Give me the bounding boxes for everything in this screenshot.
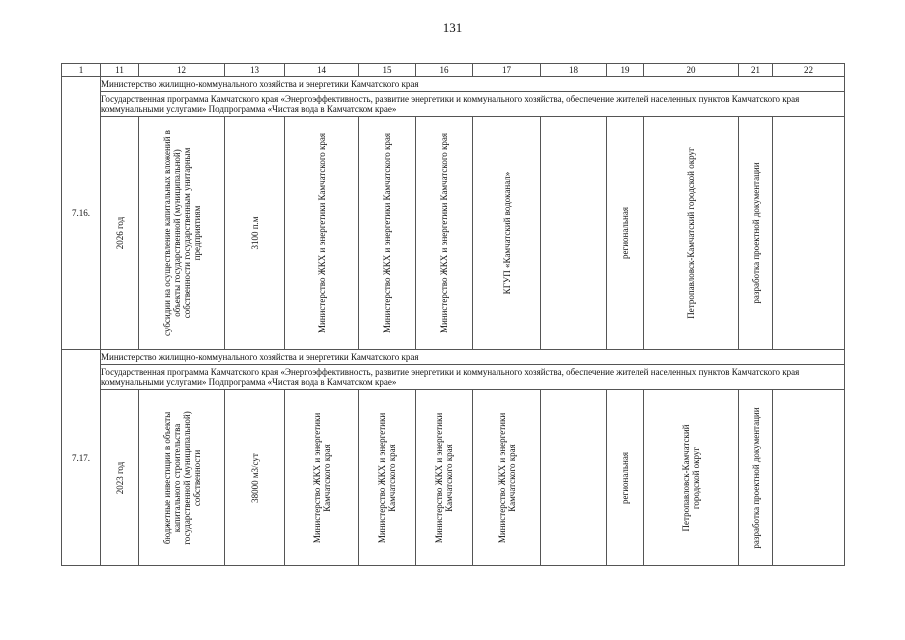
data-cell (359, 390, 416, 566)
cell-text: КГУП «Камчатский водоканал» (501, 171, 512, 295)
ministry-cell: Министерство жилищно-коммунального хозяйства и энергетики Камчатского края (101, 77, 845, 92)
data-cell (139, 390, 225, 566)
table-row (62, 390, 845, 566)
program-cell: Государственная программа Камчатского края «Энергоэффективность, развитие энергетики и коммунального хозяйства, обеспечение жителей населенных пунктов Камчатского края коммунальными услугами» Подпрограмма «Чистая вода в Камчатском крае» (101, 92, 845, 117)
cell-text: Министерство ЖКХ и энергетики Камчатского края (311, 412, 332, 543)
data-cell (607, 117, 644, 350)
cell-text: Петропавловск-Камчатский городской округ (686, 147, 696, 319)
data-cell (644, 117, 739, 350)
cell-text: 3100 п.м (249, 216, 260, 250)
cell-text: субсидии на осуществление капитальных вложений в объекты государственной (муниципальной) собственности государственным унитарным предприятиям (161, 130, 202, 336)
cell-text: Министерство ЖКХ и энергетики Камчатского края (434, 412, 454, 543)
data-cell (739, 390, 773, 566)
data-cell (285, 117, 359, 350)
data-cell (225, 117, 285, 350)
header-cell: 12 (139, 64, 225, 77)
data-cell (644, 390, 739, 566)
cell-text: 38000 м3/сут (249, 452, 260, 503)
data-cell (541, 117, 607, 350)
cell-text: разработка проектной документации (750, 162, 761, 304)
header-cell: 21 (739, 64, 773, 77)
header-cell: 11 (101, 64, 139, 77)
cell-text: разработка проектной документации (750, 406, 761, 549)
data-cell (285, 390, 359, 566)
data-cell (773, 390, 845, 566)
header-cell: 22 (773, 64, 845, 77)
investment-table (61, 63, 845, 566)
cell-text: Министерство ЖКХ и энергетики Камчатского края (439, 132, 449, 334)
table-row (62, 350, 845, 365)
row-number: 7.16. (62, 77, 101, 350)
table-row (62, 77, 845, 92)
cell-text: 2026 год (114, 216, 125, 250)
page-number: 131 (442, 20, 463, 35)
data-cell (607, 390, 644, 566)
data-cell (359, 117, 416, 350)
data-cell (139, 117, 225, 350)
data-cell (739, 117, 773, 350)
ministry-cell: Министерство жилищно-коммунального хозяйства и энергетики Камчатского края (101, 350, 845, 365)
header-cell: 14 (285, 64, 359, 77)
cell-text: Петропавловск-Камчатский городской округ (681, 424, 701, 531)
header-row (62, 64, 845, 77)
header-cell: 20 (644, 64, 739, 77)
data-cell (773, 117, 845, 350)
data-cell (101, 117, 139, 350)
data-cell (101, 390, 139, 566)
cell-text: региональная (620, 451, 630, 504)
cell-text: региональная (620, 207, 630, 259)
cell-text: Министерство ЖКХ и энергетики Камчатского края (382, 132, 392, 334)
cell-text: Министерство ЖКХ и энергетики Камчатского края (316, 132, 327, 334)
row-number: 7.17. (62, 350, 101, 566)
data-cell (416, 117, 473, 350)
data-cell (541, 390, 607, 566)
data-cell (473, 390, 541, 566)
table-row (62, 92, 845, 117)
table-row (62, 117, 845, 350)
header-cell: 1 (62, 64, 101, 77)
header-cell: 16 (416, 64, 473, 77)
header-cell: 19 (607, 64, 644, 77)
header-cell: 15 (359, 64, 416, 77)
table-row (62, 365, 845, 390)
header-cell: 13 (225, 64, 285, 77)
header-cell: 17 (473, 64, 541, 77)
header-cell: 18 (541, 64, 607, 77)
data-cell (225, 390, 285, 566)
cell-text: 2023 год (114, 461, 125, 494)
data-cell (473, 117, 541, 350)
cell-text: бюджетные инвестиции в объекты капитального строительства государственной (муниципальной) собственности (161, 410, 202, 545)
data-cell (416, 390, 473, 566)
cell-text: Министерство ЖКХ и энергетики Камчатского края (496, 412, 517, 543)
program-cell: Государственная программа Камчатского края «Энергоэффективность, развитие энергетики и коммунального хозяйства, обеспечение жителей населенных пунктов Камчатского края коммунальными услугами» Подпрограмма «Чистая вода в Камчатском крае» (101, 365, 845, 390)
cell-text: Министерство ЖКХ и энергетики Камчатского края (377, 412, 397, 543)
